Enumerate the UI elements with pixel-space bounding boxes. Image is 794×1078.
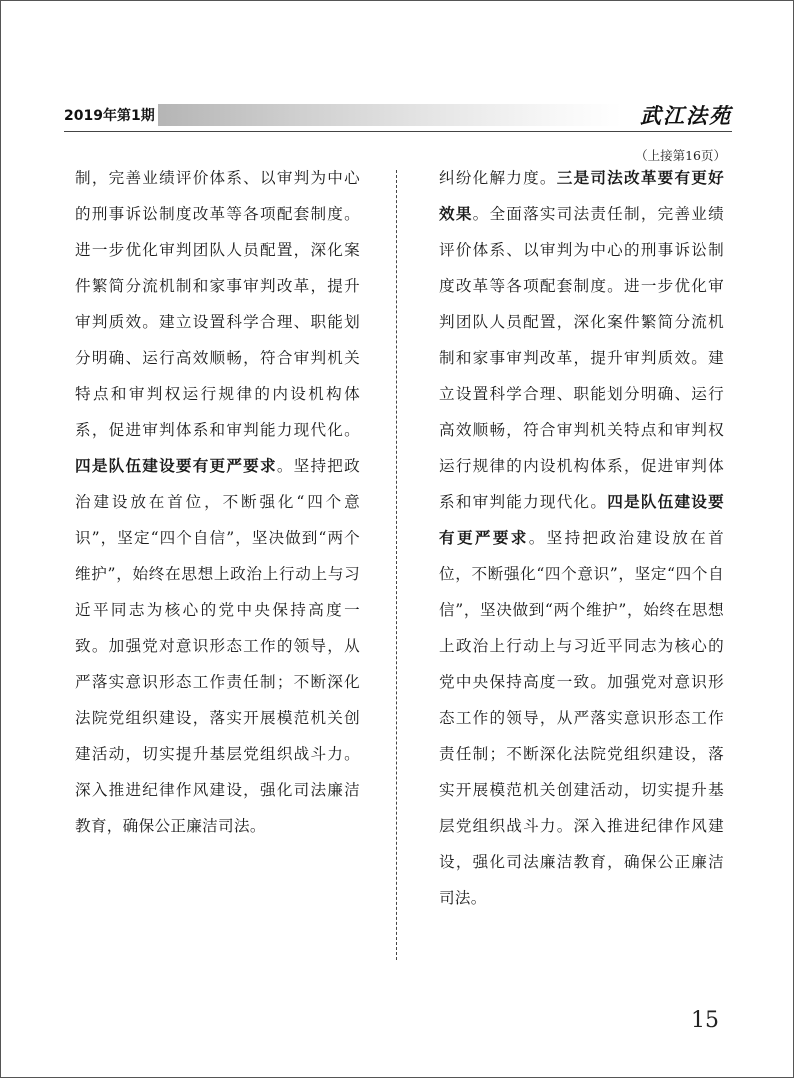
running-header bbox=[64, 102, 732, 128]
section-heading: 四是队伍建设要有更严要求 bbox=[75, 457, 277, 475]
left-paragraph bbox=[75, 160, 360, 844]
column-divider bbox=[396, 170, 397, 960]
header-decorative-bar bbox=[158, 104, 622, 126]
continued-from-note: （上接第16页） bbox=[635, 148, 726, 163]
magazine-title: 武江法苑 bbox=[640, 103, 732, 128]
right-column bbox=[439, 160, 724, 916]
body-text: 。坚持把政治建设放在首位，不断强化“四个意识”，坚定“四个自信”，坚决做到“两个维护”，始终在思想上政治上行动上与习近平同志为核心的党中央保持高度一致。加强党对意识形态工作的领导，从严落实意识形态工作责任制；不断深化法院党组织建设，落实开展模范机关创建活动，切实提升基层党组织战斗力。深入推进纪律作风建设，强化司法廉洁教育，确保公正廉洁司法。 bbox=[75, 457, 360, 835]
body-text: 。全面落实司法责任制，完善业绩评价体系、以审判为中心的刑事诉讼制度改革等各项配套制度。进一步优化审判团队人员配置，深化案件繁简分流机制和家事审判改革，提升审判质效。建立设置科学合理、职能划分明确、运行高效顺畅，符合审判机关特点和审判权运行规律的内设机构体系，促进审判体系和审判能力现代化。 bbox=[439, 205, 724, 511]
section-heading: 四是队伍建设要有更严要求 bbox=[439, 493, 724, 547]
left-column bbox=[75, 160, 360, 844]
header-rule bbox=[64, 131, 732, 132]
body-text: 制，完善业绩评价体系、以审判为中心的刑事诉讼制度改革等各项配套制度。进一步优化审判团队人员配置，深化案件繁简分流机制和家事审判改革，提升审判质效。建立设置科学合理、职能划分明确、运行高效顺畅，符合审判机关特点和审判权运行规律的内设机构体系，促进审判体系和审判能力现代化。 bbox=[75, 169, 360, 439]
section-heading: 三是司法改革要有更好效果 bbox=[439, 169, 724, 223]
body-text: 纠纷化解力度。 bbox=[439, 169, 557, 187]
issue-label: 2019年第1期 bbox=[64, 108, 155, 124]
page-number: 15 bbox=[691, 1008, 719, 1033]
body-text: 。坚持把政治建设放在首位，不断强化“四个意识”，坚定“四个自信”，坚决做到“两个维护”，始终在思想上政治上行动上与习近平同志为核心的党中央保持高度一致。加强党对意识形态工作的领导，从严落实意识形态工作责任制；不断深化法院党组织建设，落实开展模范机关创建活动，切实提升基层党组织战斗力。深入推进纪律作风建设，强化司法廉洁教育，确保公正廉洁司法。 bbox=[439, 529, 724, 907]
right-paragraph bbox=[439, 160, 724, 916]
